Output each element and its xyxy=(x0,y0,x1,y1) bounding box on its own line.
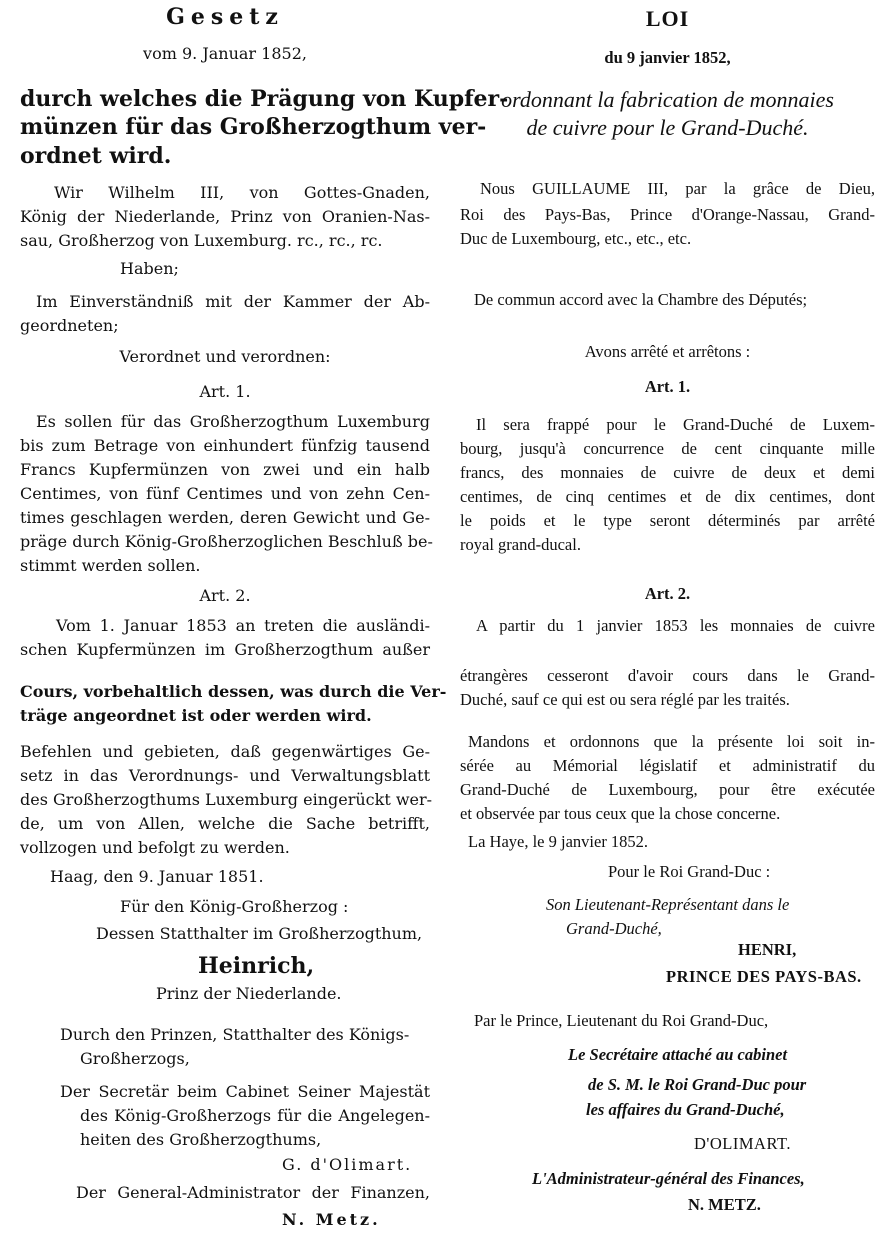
german-consent-line: Im Einverständniß mit der Kammer der Ab- xyxy=(36,292,430,311)
german-heading-line: ordnet wird. xyxy=(20,143,172,169)
french-art1-line: le poids et le type seront déterminés par arrêté xyxy=(460,511,875,530)
french-art1-line: bourg, jusqu'à concurrence de cent cinquante mille xyxy=(460,439,875,458)
german-heading-line: münzen für das Großherzogthum ver- xyxy=(20,114,487,140)
french-by-prince: Par le Prince, Lieutenant du Roi Grand-Duc, xyxy=(474,1011,769,1030)
french-art1-label: Art. 1. xyxy=(644,377,691,396)
german-command-line: Befehlen und gebieten, daß gegenwärtiges Ge- xyxy=(20,742,430,761)
german-title: Gesetz xyxy=(166,4,284,30)
german-art1-line: bis zum Betrage von einhundert fünfzig tausend xyxy=(20,436,430,455)
german-art1-label: Art. 1. xyxy=(199,382,251,401)
german-secretary-line: heiten des Großherzogthums, xyxy=(80,1130,322,1149)
french-consent: De commun accord avec la Chambre des Députés; xyxy=(474,290,808,309)
french-command-line: sérée au Mémorial législatif et administratif du xyxy=(460,756,875,775)
german-art2-line: schen Kupfermünzen im Großherzogthum außer xyxy=(20,640,430,659)
german-sovereign-line: Wir Wilhelm III, von Gottes-Gnaden, xyxy=(54,183,430,202)
german-art2-line: Cours, vorbehaltlich dessen, was durch die Ver- xyxy=(20,682,447,701)
german-art2-line: Vom 1. Januar 1853 an treten die ausländi- xyxy=(56,616,430,635)
french-lieutenant-line: Grand-Duché, xyxy=(566,919,662,938)
german-sovereign-line: König der Niederlande, Prinz von Oranien-Nas- xyxy=(20,207,430,226)
german-heading-line: durch welches die Prägung von Kupfer- xyxy=(20,86,509,112)
french-art1-line: Il sera frappé pour le Grand-Duché de Luxem- xyxy=(476,415,875,434)
german-command-line: vollzogen und befolgt zu werden. xyxy=(20,838,290,857)
french-decree-intro: Avons arrêté et arrêtons : xyxy=(584,342,751,361)
french-art2-line: étrangères cesseront d'avoir cours dans le Grand- xyxy=(460,666,875,685)
german-art1-line: Es sollen für das Großherzogthum Luxemburg xyxy=(36,412,430,431)
french-art2-line: A partir du 1 janvier 1853 les monnaies de cuivre xyxy=(476,616,875,635)
french-for-king: Pour le Roi Grand-Duc : xyxy=(608,862,771,881)
german-lieutenant: Dessen Statthalter im Großherzogthum, xyxy=(96,924,423,943)
french-place-date: La Haye, le 9 janvier 1852. xyxy=(468,832,649,851)
french-heading-line: de cuivre pour le Grand-Duché. xyxy=(526,115,809,140)
french-art1-line: francs, des monnaies de cuivre de deux et demi xyxy=(460,463,875,482)
french-title: LOI xyxy=(645,6,690,31)
german-command-line: setz in das Verordnungs- und Verwaltungsblatt xyxy=(20,766,430,785)
french-signer-title: PRINCE DES PAYS-BAS. xyxy=(666,967,862,986)
german-column xyxy=(20,0,509,1238)
french-secretary-line: Le Secrétaire attaché au cabinet xyxy=(568,1045,788,1064)
german-haben: Haben; xyxy=(120,259,179,278)
french-secretary-name: D'OLIMART. xyxy=(694,1134,791,1153)
german-art1-line: präge durch König-Großherzoglichen Beschluß be- xyxy=(20,532,433,551)
german-by-prince-line: Großherzogs, xyxy=(80,1049,190,1068)
german-secretary-name: G. d'Olimart. xyxy=(282,1155,413,1174)
french-lieutenant-line: Son Lieutenant-Représentant dans le xyxy=(546,895,790,914)
french-art2-line: Duché, sauf ce qui est ou sera réglé par les traités. xyxy=(460,690,790,709)
german-for-king: Für den König-Großherzog : xyxy=(120,897,349,916)
french-command-line: Grand-Duché de Luxembourg, pour être exécutée xyxy=(460,780,875,799)
french-date: du 9 janvier 1852, xyxy=(604,48,731,67)
german-art2-label: Art. 2. xyxy=(199,586,251,605)
german-finance-name: N. Metz. xyxy=(282,1210,381,1229)
german-finance-admin: Der General-Administrator der Finanzen, xyxy=(76,1183,430,1202)
german-secretary-line: Der Secretär beim Cabinet Seiner Majestät xyxy=(60,1082,430,1101)
french-command-line: Mandons et ordonnons que la présente loi soit in- xyxy=(468,732,875,751)
german-date: vom 9. Januar 1852, xyxy=(143,44,307,63)
german-signer-name: Heinrich, xyxy=(198,953,315,979)
german-signer-title: Prinz der Niederlande. xyxy=(156,984,342,1003)
french-column xyxy=(460,0,875,1238)
french-sovereign-line: Nous GUILLAUME III, par la grâce de Dieu, xyxy=(480,179,875,198)
german-consent-line: geordneten; xyxy=(20,316,119,335)
german-command-line: des Großherzogthums Luxemburg eingerückt wer- xyxy=(20,790,433,809)
french-signer-name: HENRI, xyxy=(738,940,797,959)
french-secretary-line: de S. M. le Roi Grand-Duc pour xyxy=(588,1075,807,1094)
french-sovereign-line: Roi des Pays-Bas, Prince d'Orange-Nassau, Grand- xyxy=(460,205,875,224)
french-heading-line: ordonnant la fabrication de monnaies xyxy=(501,87,834,112)
french-art1-line: centimes, de cinq centimes et de dix centimes, dont xyxy=(460,487,875,506)
french-finance-admin: L'Administrateur-général des Finances, xyxy=(532,1169,805,1188)
german-art1-line: stimmt werden sollen. xyxy=(20,556,201,575)
german-place-date: Haag, den 9. Januar 1851. xyxy=(50,867,264,886)
german-decree-intro: Verordnet und verordnen: xyxy=(119,347,331,366)
french-sovereign-line: Duc de Luxembourg, etc., etc., etc. xyxy=(460,229,692,248)
french-art1-line: royal grand-ducal. xyxy=(460,535,581,554)
german-art1-line: Francs Kupfermünzen von zwei und ein halb xyxy=(20,460,430,479)
german-by-prince-line: Durch den Prinzen, Statthalter des Königs- xyxy=(60,1025,410,1044)
french-art2-label: Art. 2. xyxy=(644,584,691,603)
french-command-line: et observée par tous ceux que la chose concerne. xyxy=(460,804,781,823)
german-command-line: de, um von Allen, welche die Sache betrifft, xyxy=(20,814,430,833)
german-art2-line: träge angeordnet ist oder werden wird. xyxy=(20,706,372,725)
german-art1-line: Centimes, von fünf Centimes und von zehn Cen- xyxy=(20,484,430,503)
german-art1-line: times geschlagen werden, deren Gewicht und Ge- xyxy=(20,508,430,527)
german-sovereign-line: sau, Großherzog von Luxemburg. rc., rc., rc. xyxy=(20,231,383,250)
german-secretary-line: des König-Großherzogs für die Angelegen- xyxy=(80,1106,430,1125)
french-secretary-line: les affaires du Grand-Duché, xyxy=(586,1100,785,1119)
french-finance-name: N. METZ. xyxy=(688,1195,761,1214)
